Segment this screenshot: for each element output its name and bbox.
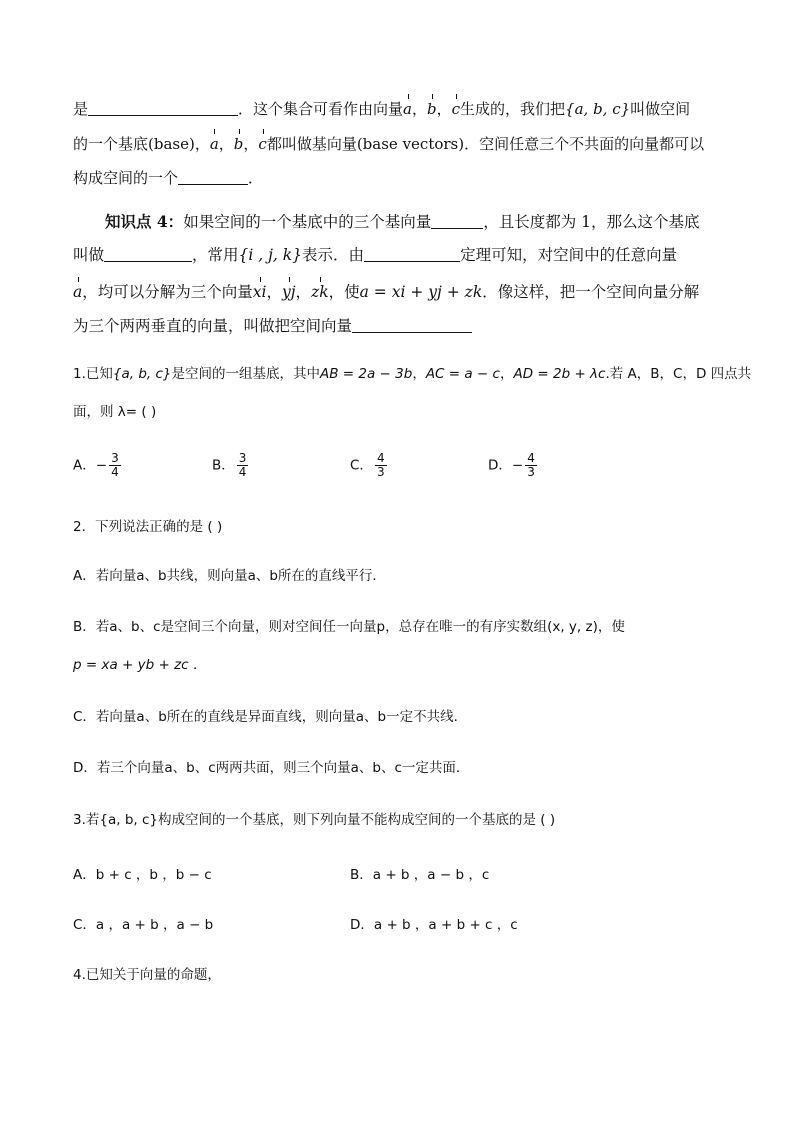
kp-title: 知识点 4： — [105, 212, 184, 231]
sign: − — [95, 457, 108, 474]
fill-blank[interactable] — [178, 169, 248, 185]
text: B．若a、b、c是空间三个向量，则对空间任一向量p，总存在唯一的有序实数组(x, y, z)，使 — [73, 619, 625, 635]
text: .若 A，B，C，D 四点共 — [605, 366, 752, 382]
text: 4.已知关于向量的命题， — [73, 967, 221, 983]
q2-option-c[interactable] — [73, 707, 467, 727]
option-label: A． — [73, 457, 96, 474]
numerator: 3 — [111, 451, 119, 465]
basis-set: {a, b, c} — [112, 366, 172, 382]
kp4-line2 — [73, 245, 677, 265]
denominator: 4 — [238, 465, 247, 479]
fill-blank[interactable] — [352, 317, 472, 333]
numerator: 4 — [376, 451, 385, 465]
option-label: D． — [488, 457, 512, 474]
text: 都叫做基向量(base vectors)．空间任意三个不共面的向量都可以 — [266, 135, 705, 153]
q2-option-a[interactable] — [73, 566, 386, 586]
fraction — [375, 452, 387, 479]
q3-option-c[interactable] — [73, 913, 213, 933]
kp4-line1 — [105, 212, 700, 232]
q2-option-d[interactable] — [73, 758, 469, 778]
text: 叫做 — [73, 246, 105, 264]
vector-a: a — [209, 135, 219, 153]
decomposition-equation: a = xi + yj + zk — [359, 283, 483, 301]
comma: ， — [218, 135, 234, 153]
fill-blank[interactable] — [88, 100, 238, 116]
fill-blank[interactable] — [364, 246, 460, 262]
comma: ， — [266, 283, 282, 301]
q1-option-c[interactable] — [350, 452, 387, 479]
vector-zk: zk — [311, 283, 329, 301]
comma: ， — [243, 135, 259, 153]
kp4-line4 — [73, 316, 472, 336]
q1-option-b[interactable] — [212, 452, 248, 479]
comma: ， — [411, 100, 427, 118]
q3-stem — [73, 810, 555, 830]
text: 1.已知 — [73, 366, 113, 382]
kp4-line3 — [73, 282, 699, 302]
text: 2．下列说法正确的是 ( ) — [73, 519, 223, 535]
text: 构成空间的一个 — [73, 169, 179, 187]
text: ． — [248, 169, 264, 187]
para1-line1 — [73, 99, 690, 119]
numerator: 3 — [238, 451, 247, 465]
denominator: 3 — [376, 465, 385, 479]
denominator: 3 — [527, 465, 535, 479]
text: ，均可以分解为三个向量 — [82, 283, 253, 301]
q1-option-d[interactable] — [488, 452, 537, 479]
text: ，且长度都为 1，那么这个基底 — [483, 213, 700, 231]
vector-c: c — [258, 135, 267, 153]
text: 表示．由 — [302, 246, 365, 264]
basis-set: {a, b, c} — [565, 100, 631, 118]
vector-yj: yj — [281, 283, 296, 301]
text: 生成的，我们把 — [460, 100, 566, 118]
q4-stem — [73, 965, 221, 985]
text: p = xa + yb + zc ． — [73, 657, 207, 673]
q1-option-a[interactable] — [73, 452, 121, 479]
comma: ， — [412, 366, 426, 382]
numerator: 4 — [527, 451, 535, 465]
q2-stem — [73, 517, 222, 537]
option-label: C． — [350, 457, 373, 474]
vector-c: c — [451, 100, 461, 118]
text: B．a + b ，a − b ，c — [350, 867, 490, 883]
basis-set: {i , j, k} — [238, 246, 303, 264]
q1-line2 — [73, 402, 156, 422]
text: A．b + c ，b ，b − c — [73, 867, 212, 883]
comma: ， — [436, 100, 452, 118]
text: ．像这样，把一个空间向量分解 — [482, 283, 700, 301]
text: D．a + b ，a + b + c ，c — [350, 917, 518, 933]
text: 如果空间的一个基底中的三个基向量 — [183, 213, 432, 231]
text: D．若三个向量a、b、c两两共面，则三个向量a、b、c一定共面． — [73, 760, 470, 776]
text: 面，则 λ= ( ) — [73, 404, 157, 420]
q1-line1 — [73, 364, 751, 384]
text: C．a ，a + b ，a − b — [73, 917, 214, 933]
denominator: 4 — [111, 465, 119, 479]
vector-b: b — [427, 100, 437, 118]
fill-blank[interactable] — [431, 213, 483, 229]
text: 叫做空间 — [630, 100, 691, 118]
q2-option-b[interactable] — [73, 617, 625, 637]
vector-a: a — [403, 100, 412, 118]
comma: ， — [499, 366, 514, 382]
vector-a: a — [73, 283, 83, 301]
para1-line3 — [73, 168, 263, 188]
text: ．这个集合可看作由向量 — [238, 100, 404, 118]
fraction — [525, 452, 537, 479]
text: A．若向量a、b共线，则向量a、b所在的直线平行． — [73, 568, 386, 584]
text: 3.若{a, b, c}构成空间的一个基底，则下列向量不能构成空间的一个基底的是 ( ) — [73, 812, 556, 828]
q3-option-a[interactable] — [73, 863, 212, 883]
text: 定理可知，对空间中的任意向量 — [460, 246, 678, 264]
q2-option-b-cont — [73, 655, 206, 675]
vector-b: b — [233, 135, 244, 153]
vector-ac-eq: AC = a − c — [425, 366, 500, 382]
sign: − — [511, 457, 524, 474]
text: ，使 — [328, 283, 360, 301]
text: C．若向量a、b所在的直线是异面直线，则向量a、b一定不共线． — [73, 709, 468, 725]
fill-blank[interactable] — [104, 246, 192, 262]
vector-xi: xi — [252, 283, 267, 301]
fraction — [109, 452, 121, 479]
fraction — [237, 452, 249, 479]
comma: ， — [295, 283, 312, 301]
vector-ab-eq: AB = 2a − 3b — [320, 366, 413, 382]
text: 为三个两两垂直的向量，叫做把空间向量 — [73, 317, 353, 335]
para1-line2 — [73, 134, 704, 154]
option-label: B． — [212, 457, 235, 474]
text: 是 — [73, 100, 89, 118]
q3-option-b[interactable] — [350, 863, 489, 883]
q3-option-d[interactable] — [350, 913, 518, 933]
text: 的一个基底(base)， — [73, 135, 210, 153]
text: ，常用 — [192, 246, 239, 264]
vector-ad-eq: AD = 2b + λc — [513, 366, 606, 382]
text: 是空间的一组基底，其中 — [171, 366, 320, 382]
